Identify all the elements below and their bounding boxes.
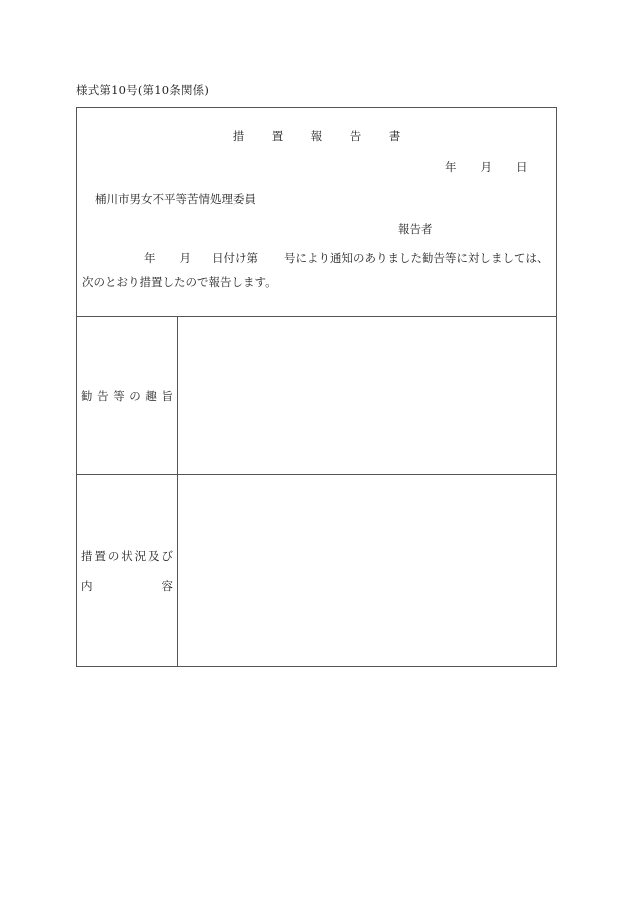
notice-rest-text: 号により通知のありました勧告等に対しましては、 [284,251,549,265]
title-char: 置 [271,129,284,143]
notice-number-blank[interactable] [258,251,284,265]
label-char: 内 [81,579,93,593]
measures-status-label-line-1 [81,549,173,563]
recommendation-purpose-field[interactable] [178,317,556,474]
notice-indent [82,251,144,265]
recommendation-purpose-label [81,389,173,403]
measures-status-label-line-2 [81,579,173,593]
label-char: 況 [134,549,147,563]
label-char: 措 [81,549,93,563]
label-char: の [107,549,120,563]
label-char: 置 [94,549,106,563]
addressee: 桶川市男女不平等苦情処理委員 [95,192,256,206]
date-year-blank[interactable] [457,160,481,174]
notice-line-1 [82,251,549,265]
form-title [77,129,556,143]
label-char: 及 [148,549,160,563]
label-char: 勧 [81,389,93,403]
form-number-label: 様式第10号(第10条関係) [76,83,210,97]
label-char: 趣 [145,389,157,403]
date-year-label: 年 [445,160,457,174]
measures-status-field[interactable] [178,475,556,666]
title-char: 告 [349,129,362,143]
label-char: 容 [161,579,173,593]
date-day-label: 日 [516,160,528,174]
title-char: 書 [388,129,401,143]
label-char: 旨 [161,389,173,403]
report-form [76,107,557,667]
title-char: 報 [310,129,323,143]
label-char: 等 [113,389,125,403]
notice-month-label: 月 [179,251,191,265]
label-char: の [129,389,141,403]
report-date-line [445,160,528,174]
label-char: 状 [121,549,133,563]
notice-year-label: 年 [144,251,156,265]
label-char: び [161,549,173,563]
reporter-label: 報告者 [398,222,433,236]
date-month-label: 月 [480,160,492,174]
date-month-blank[interactable] [492,160,516,174]
notice-month-blank[interactable] [191,251,212,265]
notice-day-no-label: 日付け第 [212,251,258,265]
title-char: 措 [232,129,245,143]
notice-year-blank[interactable] [156,251,180,265]
notice-line-2: 次のとおり措置したので報告します。 [82,275,277,289]
label-char: 告 [97,389,109,403]
